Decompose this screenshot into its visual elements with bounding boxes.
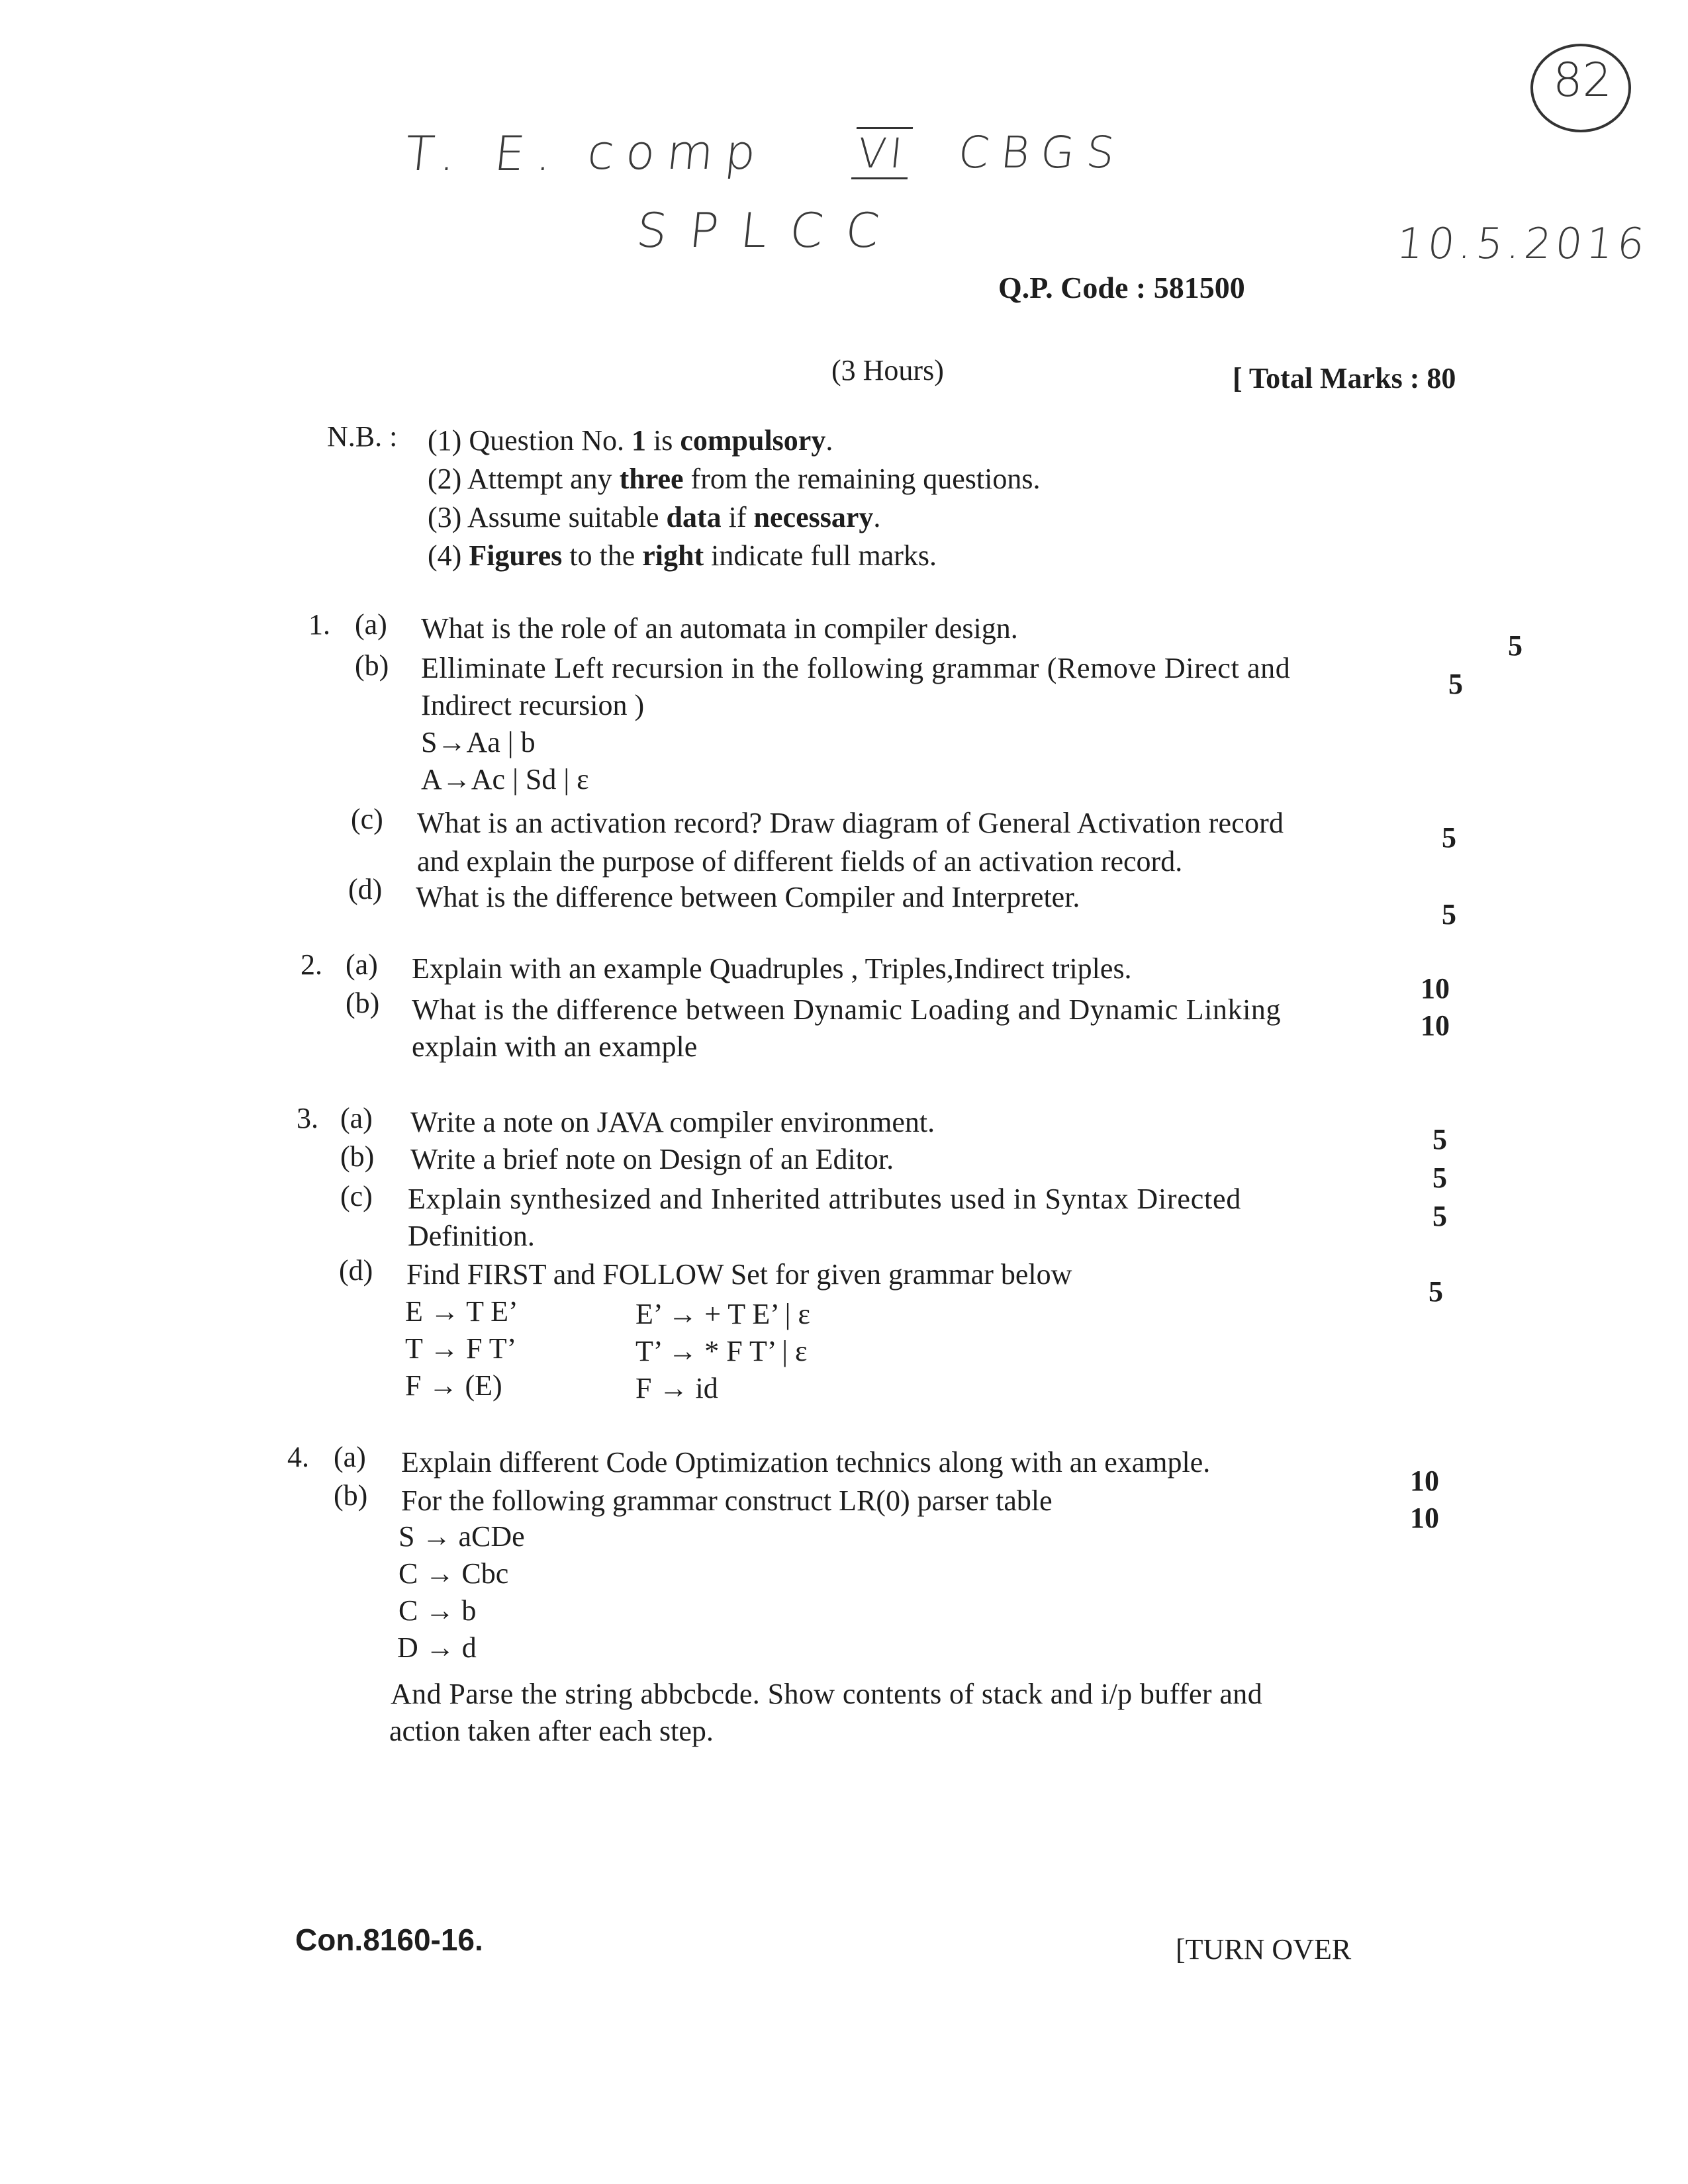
q4b-label: (b) xyxy=(334,1479,368,1512)
q4b-grammar-4: D → d xyxy=(397,1631,477,1664)
q1d-marks: 5 xyxy=(1442,898,1456,931)
qp-code xyxy=(998,270,1245,305)
q1a-label: (a) xyxy=(355,608,387,641)
q1a-marks: 5 xyxy=(1508,629,1523,662)
q3c-text-line2: Definition. xyxy=(408,1220,535,1252)
q2a-marks: 10 xyxy=(1421,972,1450,1005)
q2a-label: (a) xyxy=(346,948,378,981)
q2b-text-line2: explain with an example xyxy=(412,1030,698,1063)
q1a-text: What is the role of an automata in compiler design. xyxy=(421,612,1018,645)
page-number-circle xyxy=(1530,44,1631,132)
handwritten-cbgs: CBGS xyxy=(955,127,1129,178)
q1c-marks: 5 xyxy=(1442,821,1456,854)
q2a-text: Explain with an example Quadruples , Triples,Indirect triples. xyxy=(412,952,1132,985)
q3d-grammar-right-1: E’ → + T E’ | ε xyxy=(635,1298,810,1330)
handwritten-subject: SPLCC xyxy=(633,203,905,258)
q4b-parse-line2: action taken after each step. xyxy=(389,1715,714,1747)
q3b-text: Write a brief note on Design of an Editor. xyxy=(410,1143,894,1175)
q3c-text-line1: Explain synthesized and Inherited attributes used in Syntax Directed xyxy=(408,1183,1242,1215)
q4b-grammar-1: S → aCDe xyxy=(399,1520,525,1553)
q3b-label: (b) xyxy=(340,1140,375,1173)
q4a-label: (a) xyxy=(334,1441,366,1473)
q2b-marks: 10 xyxy=(1421,1009,1450,1042)
q3a-marks: 5 xyxy=(1432,1123,1447,1156)
nb-item-3: (3) Assume suitable data if necessary. xyxy=(428,501,881,533)
handwritten-date: 10.5.2016 xyxy=(1394,220,1651,269)
q4b-text: For the following grammar construct LR(0) parser table xyxy=(401,1484,1053,1517)
q1d-text: What is the difference between Compiler and Interpreter. xyxy=(416,881,1080,913)
q3a-label: (a) xyxy=(340,1102,373,1134)
q1b-text-line2: Indirect recursion ) xyxy=(421,689,645,721)
q1c-text-line2: and explain the purpose of different fields of an activation record. xyxy=(417,845,1183,878)
q1c-text-line1: What is an activation record? Draw diagram of General Activation record xyxy=(417,807,1284,839)
total-marks: [ Total Marks : 80 xyxy=(1233,362,1456,394)
handwritten-vi: VI xyxy=(851,127,913,179)
q3d-marks: 5 xyxy=(1429,1275,1443,1308)
nb-item-4: (4) Figures to the right indicate full marks. xyxy=(428,539,937,572)
q3d-grammar-right-3: F → id xyxy=(635,1372,718,1404)
qp-code-value: 581500 xyxy=(1153,271,1245,304)
q2b-text-line1: What is the difference between Dynamic Loading and Dynamic Linking xyxy=(412,993,1282,1026)
page-number: 82 xyxy=(1553,53,1613,107)
q3-number: 3. xyxy=(297,1102,318,1134)
nb-item-1: (1) Question No. 1 is compulsory. xyxy=(428,424,833,457)
nb-item-2: (2) Attempt any three from the remaining questions. xyxy=(428,463,1041,495)
q3c-marks: 5 xyxy=(1432,1200,1447,1232)
turn-over: [TURN OVER xyxy=(1176,1933,1352,1966)
q2b-label: (b) xyxy=(346,987,380,1019)
q4-number: 4. xyxy=(287,1441,309,1473)
q2-number: 2. xyxy=(301,948,322,981)
paper-code: Con.8160-16. xyxy=(295,1923,483,1957)
q4b-parse-line1: And Parse the string abbcbcde. Show contents of stack and i/p buffer and xyxy=(391,1678,1263,1710)
handwritten-te: T. E. xyxy=(402,126,567,181)
duration: (3 Hours) xyxy=(831,354,944,387)
q4a-text: Explain different Code Optimization technics along with an example. xyxy=(401,1446,1211,1479)
q3d-text: Find FIRST and FOLLOW Set for given grammar below xyxy=(406,1258,1072,1291)
q3b-marks: 5 xyxy=(1432,1161,1447,1194)
q3c-label: (c) xyxy=(340,1180,373,1212)
q1c-label: (c) xyxy=(351,803,383,835)
q1b-grammar-1: S→Aa | b xyxy=(421,726,536,758)
q3d-label: (d) xyxy=(339,1254,373,1287)
q3d-grammar-left-1: E → T E’ xyxy=(405,1295,518,1328)
q1d-label: (d) xyxy=(348,873,383,905)
q4b-grammar-3: C → b xyxy=(399,1594,477,1627)
q1-number: 1. xyxy=(308,608,330,641)
q4b-grammar-2: C → Cbc xyxy=(399,1557,509,1590)
nb-label: N.B. : xyxy=(327,420,398,453)
q3d-grammar-left-3: F → (E) xyxy=(405,1369,502,1402)
qp-code-label: Q.P. Code : xyxy=(998,271,1147,304)
q1b-grammar-2: A→Ac | Sd | ε xyxy=(421,763,589,796)
q3d-grammar-left-2: T → F T’ xyxy=(405,1332,517,1365)
handwritten-comp: comp xyxy=(585,124,771,180)
q1b-label: (b) xyxy=(355,649,389,682)
q4a-marks: 10 xyxy=(1410,1465,1439,1497)
q4b-marks: 10 xyxy=(1410,1502,1439,1534)
q3d-grammar-right-2: T’ → * F T’ | ε xyxy=(635,1335,808,1367)
q1b-marks: 5 xyxy=(1448,668,1463,700)
q3a-text: Write a note on JAVA compiler environment. xyxy=(410,1106,935,1138)
q1b-text-line1: Elliminate Left recursion in the following grammar (Remove Direct and xyxy=(421,652,1291,684)
